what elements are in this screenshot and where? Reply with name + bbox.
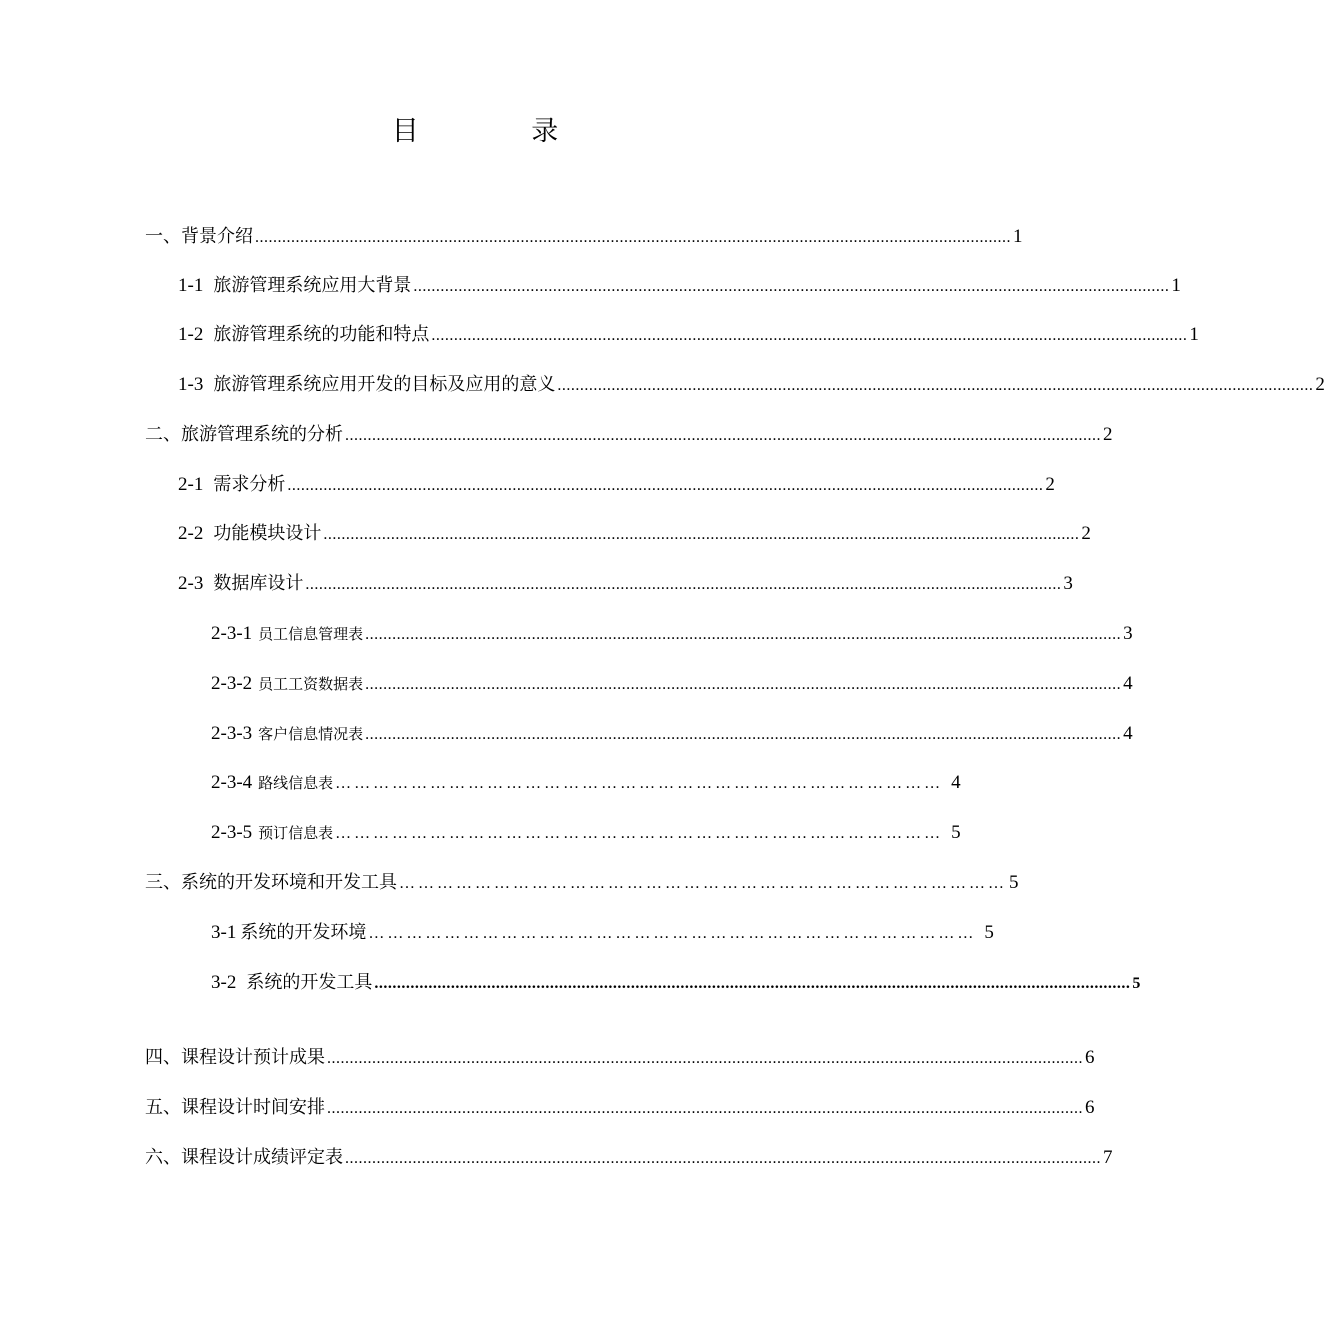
toc-entry-number: 2-3-3	[211, 723, 253, 744]
toc-entry-number: 2-1	[178, 474, 204, 495]
toc-entry-number: 2-2	[178, 523, 204, 544]
toc-entry-2-3-2[interactable]	[211, 669, 1133, 699]
toc-entry-number: 1-2	[178, 324, 204, 345]
toc-entry-label: 二、旅游管理系统的分析	[145, 424, 343, 445]
toc-entry-label: 三、系统的开发环境和开发工具	[145, 872, 397, 893]
toc-page-number: 2	[1045, 474, 1055, 495]
toc-entry-number: 2-3-5	[211, 822, 253, 843]
toc-page-number: 2	[1081, 523, 1091, 544]
toc-page-number: 6	[1085, 1047, 1095, 1068]
toc-dot-leader: ........................................................................................................................................................................	[365, 676, 1122, 693]
toc-entry-2-1[interactable]	[178, 470, 1055, 500]
toc-dot-leader: ........................................................................................................................................................................	[327, 1050, 1083, 1067]
toc-dot-leader: ........................................................................................................................................................................	[287, 477, 1044, 494]
toc-page-number: 3	[1063, 573, 1073, 594]
toc-entry-label: 系统的开发工具	[246, 972, 373, 993]
toc-entry-number: 2-3-1	[211, 623, 253, 644]
toc-entry-4[interactable]	[145, 1043, 1095, 1073]
toc-page-number: 6	[1085, 1097, 1095, 1118]
toc-entry-1-2[interactable]	[178, 320, 1199, 350]
toc-entry-number: 2-3-4	[211, 772, 253, 793]
toc-entry-2-3-4[interactable]	[211, 768, 961, 798]
toc-dot-leader: ........................................................................................................................................................................	[345, 1150, 1101, 1167]
toc-dot-leader: ........................................................................................................................................................................	[365, 726, 1122, 743]
toc-dot-leader: ........................................................................................................................................................................	[323, 526, 1080, 543]
toc-dot-leader: ……………………………………………………………………………………	[368, 925, 977, 942]
toc-entry-label: 四、课程设计预计成果	[145, 1047, 325, 1068]
toc-entry-2[interactable]	[145, 420, 1113, 450]
toc-dot-leader: ........................................................................................................................................................................	[413, 278, 1170, 295]
toc-entry-number: 1-1	[178, 275, 204, 296]
toc-entry-label: 旅游管理系统的功能和特点	[213, 324, 430, 345]
toc-entry-number: 3-1	[211, 922, 237, 943]
toc-dot-leader: ……………………………………………………………………………………	[335, 825, 944, 842]
toc-entry-2-3-3[interactable]	[211, 719, 1133, 749]
toc-page-number: 1	[1013, 226, 1023, 247]
toc-entry-label: 预订信息表	[258, 824, 334, 842]
toc-entry-label: 数据库设计	[213, 573, 304, 594]
toc-entry-label: 客户信息情况表	[258, 725, 364, 743]
toc-dot-leader: ........................................................................................................................................................................	[365, 626, 1122, 643]
toc-page-number: 3	[1123, 623, 1133, 644]
toc-entry-2-3-1[interactable]	[211, 619, 1133, 649]
toc-page-number: 1	[1189, 324, 1199, 345]
toc-dot-leader: ........................................................................................................................................................................	[345, 427, 1101, 444]
toc-page-number: 5	[951, 822, 961, 843]
toc-entry-1[interactable]	[145, 222, 1023, 252]
toc-entry-label: 员工信息管理表	[258, 625, 364, 643]
toc-dot-leader: ……………………………………………………………………………………	[335, 775, 944, 792]
toc-entry-label: 五、课程设计时间安排	[145, 1097, 325, 1118]
toc-entry-number: 2-3	[178, 573, 204, 594]
toc-page-number: 1	[1171, 275, 1181, 296]
toc-entry-2-2[interactable]	[178, 519, 1091, 549]
toc-dot-leader: ........................................................................................................................................................................	[557, 377, 1314, 394]
toc-entry-1-1[interactable]	[178, 271, 1181, 301]
toc-entry-label: 六、课程设计成绩评定表	[145, 1147, 343, 1168]
toc-dot-leader: ……………………………………………………………………………………	[399, 875, 1007, 892]
toc-entry-label: 需求分析	[213, 474, 286, 495]
toc-entry-1-3[interactable]	[178, 370, 1325, 400]
toc-entry-2-3[interactable]	[178, 569, 1073, 599]
toc-entry-label: 旅游管理系统应用大背景	[213, 275, 412, 296]
toc-dot-leader: ........................................................................................................................................................................	[255, 229, 1011, 246]
toc-entry-label: 员工工资数据表	[258, 675, 364, 693]
toc-entry-5[interactable]	[145, 1093, 1095, 1123]
toc-entry-label: 一、背景介绍	[145, 226, 253, 247]
toc-page-number: 7	[1103, 1147, 1113, 1168]
toc-page-number: 5	[1132, 975, 1141, 992]
toc-page-number: 2	[1315, 374, 1325, 395]
toc-entry-3-2[interactable]	[211, 968, 1141, 998]
toc-entry-number: 1-3	[178, 374, 204, 395]
toc-dot-leader: ........................................................................................................................................................................	[305, 576, 1062, 593]
toc-page-number: 4	[951, 772, 961, 793]
toc-entry-6[interactable]	[145, 1143, 1113, 1173]
toc-entry-number: 2-3-2	[211, 673, 253, 694]
toc-entry-label: 路线信息表	[258, 774, 334, 792]
toc-entry-label: 旅游管理系统应用开发的目标及应用的意义	[213, 374, 556, 395]
toc-entry-label: 功能模块设计	[213, 523, 322, 544]
toc-dot-leader: ........................................................................................................................................................................	[431, 327, 1188, 344]
toc-dot-leader: ........................................................................................................................................................................	[374, 975, 1131, 992]
toc-entry-2-3-5[interactable]	[211, 818, 961, 848]
toc-page-number: 4	[1123, 673, 1133, 694]
toc-page-number: 2	[1103, 424, 1113, 445]
toc-page-number: 5	[1009, 872, 1019, 893]
toc-entry-3[interactable]	[145, 868, 1019, 898]
toc-page-number: 4	[1123, 723, 1133, 744]
toc-entry-number: 3-2	[211, 972, 237, 993]
toc-dot-leader: ........................................................................................................................................................................	[327, 1100, 1083, 1117]
toc-entry-3-1[interactable]	[211, 918, 994, 948]
toc-entry-label: 系统的开发环境	[240, 922, 367, 943]
toc-page-number: 5	[984, 922, 994, 943]
page-title: 目 录	[391, 116, 611, 147]
